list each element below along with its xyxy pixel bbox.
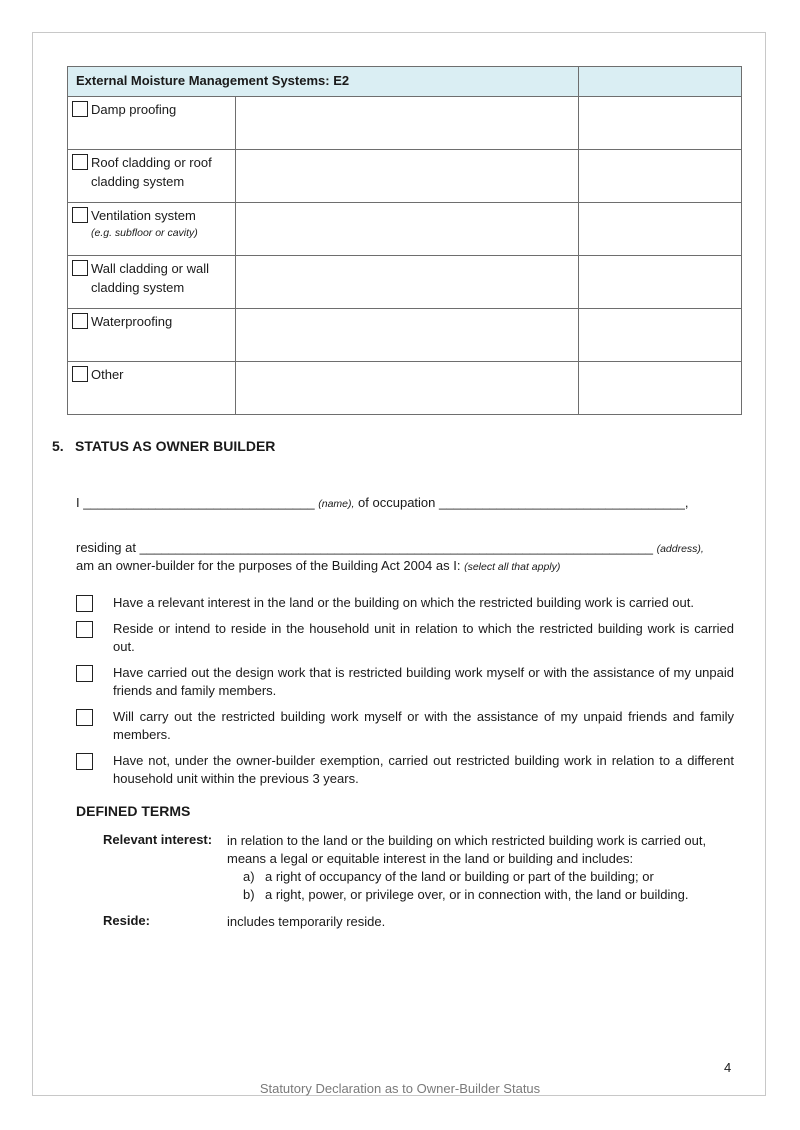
owner-builder-options bbox=[76, 594, 734, 796]
list-text: a right of occupancy of the land or building or part of the building; or bbox=[265, 869, 654, 884]
name-hint: (name), bbox=[318, 498, 355, 510]
description-cell[interactable] bbox=[235, 203, 578, 256]
table-row bbox=[68, 362, 742, 415]
relevant-interest-checkbox[interactable] bbox=[76, 595, 93, 612]
description-cell[interactable] bbox=[235, 150, 578, 203]
select-hint: (select all that apply) bbox=[464, 561, 561, 573]
footer-title: Statutory Declaration as to Owner-Builder Status bbox=[259, 1081, 541, 1096]
option-item bbox=[76, 664, 734, 700]
list-marker: a) bbox=[243, 869, 255, 884]
carry-out-work-checkbox[interactable] bbox=[76, 709, 93, 726]
option-label: Reside or intend to reside in the household unit in relation to which the restricted building work is carried out. bbox=[113, 621, 734, 654]
list-text: a right, power, or privilege over, or in connection with, the land or building. bbox=[265, 887, 689, 902]
line-prefix: I bbox=[76, 495, 80, 510]
no-prior-exemption-checkbox[interactable] bbox=[76, 753, 93, 770]
other-checkbox[interactable] bbox=[72, 366, 88, 382]
table-header-row bbox=[68, 67, 742, 97]
table-row bbox=[68, 150, 742, 203]
term-reside: Reside: bbox=[103, 913, 150, 928]
ventilation-system-checkbox[interactable] bbox=[72, 207, 88, 223]
table-header-blank bbox=[579, 67, 742, 97]
row-label: Waterproofing bbox=[91, 314, 173, 329]
term-relevant-interest: Relevant interest: bbox=[103, 832, 213, 847]
reside-checkbox[interactable] bbox=[76, 621, 93, 638]
notes-cell[interactable] bbox=[579, 97, 742, 150]
row-label: Other bbox=[91, 367, 124, 382]
statement-text: am an owner-builder for the purposes of the Building Act 2004 as I: bbox=[76, 558, 461, 573]
definition-list bbox=[227, 868, 727, 904]
table-header-title: External Moisture Management Systems: E2 bbox=[68, 67, 579, 97]
section-heading bbox=[52, 438, 275, 454]
option-item bbox=[76, 752, 734, 788]
damp-proofing-checkbox[interactable] bbox=[72, 101, 88, 117]
table-row bbox=[68, 309, 742, 362]
table-row bbox=[68, 256, 742, 309]
option-item bbox=[76, 620, 734, 656]
notes-cell[interactable] bbox=[579, 150, 742, 203]
table-row bbox=[68, 203, 742, 256]
row-label: Roof cladding or roof cladding system bbox=[91, 155, 212, 189]
option-item bbox=[76, 708, 734, 744]
list-marker: b) bbox=[243, 887, 255, 902]
wall-cladding-checkbox[interactable] bbox=[72, 260, 88, 276]
notes-cell[interactable] bbox=[579, 309, 742, 362]
description-cell[interactable] bbox=[235, 362, 578, 415]
name-field[interactable]: ________________________________ bbox=[83, 495, 315, 510]
option-label: Have not, under the owner-builder exemption, carried out restricted building work in relation to a different household unit within the previous 3 years. bbox=[113, 753, 734, 786]
notes-cell[interactable] bbox=[579, 256, 742, 309]
section-number: 5. bbox=[52, 438, 64, 454]
row-note: (e.g. subfloor or cavity) bbox=[91, 227, 198, 239]
address-hint: (address), bbox=[656, 543, 704, 555]
definition-text: in relation to the land or the building on which restricted building work is carried out, means a legal or equitable interest in the land or building and includes: bbox=[227, 833, 707, 866]
notes-cell[interactable] bbox=[579, 362, 742, 415]
description-cell[interactable] bbox=[235, 97, 578, 150]
address-label: residing at bbox=[76, 540, 136, 555]
notes-cell[interactable] bbox=[579, 203, 742, 256]
roof-cladding-checkbox[interactable] bbox=[72, 154, 88, 170]
option-label: Have a relevant interest in the land or the building on which the restricted building work is carried out. bbox=[113, 595, 694, 610]
address-field[interactable]: _______________________________________________________________________ bbox=[139, 540, 653, 555]
external-moisture-table bbox=[67, 66, 742, 415]
design-work-checkbox[interactable] bbox=[76, 665, 93, 682]
row-label: Ventilation system bbox=[91, 208, 196, 223]
option-label: Have carried out the design work that is restricted building work myself or with the assistance of my unpaid friends and family members. bbox=[113, 665, 734, 698]
owner-builder-statement bbox=[76, 558, 560, 573]
occupation-label: of occupation bbox=[358, 495, 436, 510]
address-line bbox=[76, 540, 704, 555]
page-number: 4 bbox=[724, 1060, 732, 1075]
definition-list-item bbox=[227, 886, 727, 904]
definition-relevant-interest bbox=[227, 832, 727, 904]
description-cell[interactable] bbox=[235, 256, 578, 309]
section-title: STATUS AS OWNER BUILDER bbox=[75, 438, 276, 454]
description-cell[interactable] bbox=[235, 309, 578, 362]
option-item bbox=[76, 594, 734, 612]
option-label: Will carry out the restricted building work myself or with the assistance of my unpaid friends and family members. bbox=[113, 709, 734, 742]
row-label: Damp proofing bbox=[91, 102, 177, 117]
defined-terms-heading: DEFINED TERMS bbox=[76, 803, 191, 819]
row-label: Wall cladding or wall cladding system bbox=[91, 261, 210, 295]
waterproofing-checkbox[interactable] bbox=[72, 313, 88, 329]
occupation-field[interactable]: __________________________________, bbox=[439, 495, 689, 510]
name-occupation-line bbox=[76, 495, 688, 510]
definition-reside: includes temporarily reside. bbox=[227, 914, 386, 929]
table-row bbox=[68, 97, 742, 150]
definition-list-item bbox=[227, 868, 727, 886]
